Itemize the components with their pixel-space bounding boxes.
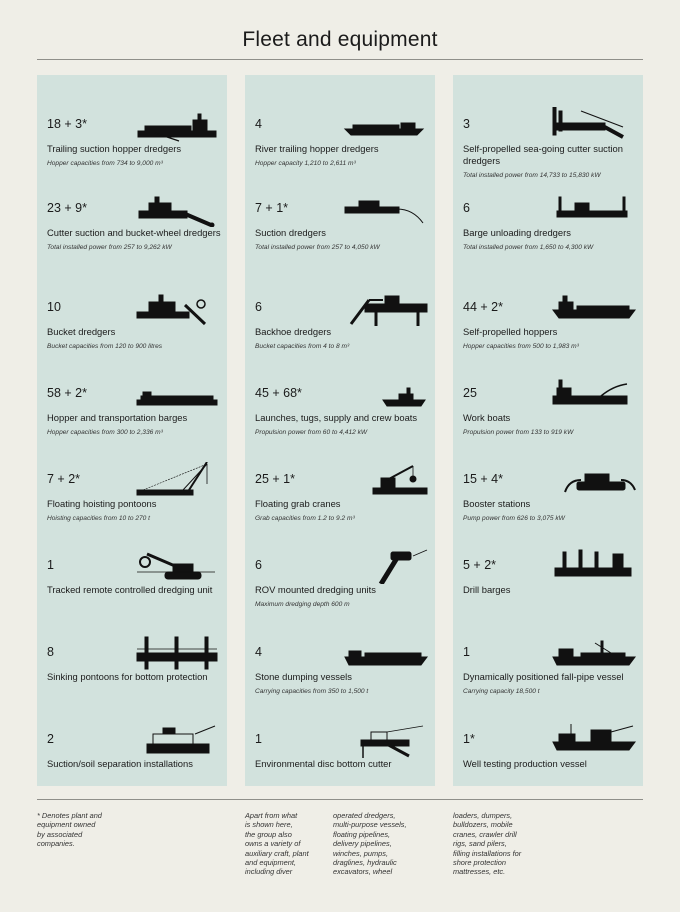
fleet-label: Self-propelled hoppers	[463, 326, 558, 337]
fleet-label: ROV mounted dredging units	[255, 584, 376, 595]
fleet-note: Hopper capacities from 500 to 1,983 m³	[463, 343, 579, 350]
fleet-item	[453, 462, 643, 550]
page-title: Fleet and equipment	[242, 28, 438, 51]
fleet-column-2	[245, 75, 435, 786]
drill-barge-icon	[551, 548, 637, 584]
fleet-item	[453, 635, 643, 723]
fleet-item	[37, 376, 227, 464]
fleet-note: Total installed power from 257 to 9,262 kW	[47, 244, 172, 251]
fleet-label: Booster stations	[463, 498, 531, 509]
fleet-note: Carrying capacities from 350 to 1,500 t	[255, 688, 369, 695]
backhoe-dredger-icon	[343, 290, 429, 326]
fleet-item	[453, 290, 643, 378]
hopper-barge-icon	[135, 376, 221, 412]
top-divider	[37, 59, 643, 60]
fleet-item	[245, 290, 435, 378]
footnote-text-2: operated dredgers, multi-purpose vessels, floating pipelines, delivery pipelines, winches, pumps, draglines, hydraulic excavators, wheel	[333, 811, 407, 877]
fleet-label: Hopper and transportation barges	[47, 412, 188, 423]
fleet-item	[245, 722, 435, 810]
fleet-count: 1	[463, 645, 470, 659]
fleet-label: Tracked remote controlled dredging unit	[47, 584, 213, 595]
fleet-count: 25	[463, 386, 477, 400]
fleet-item	[37, 548, 227, 636]
fleet-label: Floating hoisting pontoons	[47, 498, 157, 509]
fleet-note: Carrying capacity 18,500 t	[463, 688, 540, 695]
fleet-label: Suction/soil separation installations	[47, 758, 193, 769]
fleet-label: Work boats	[463, 412, 511, 423]
footnote-asterisk: * Denotes plant and equipment owned by associated companies.	[37, 811, 102, 849]
fleet-label: Environmental disc bottom cutter	[255, 758, 392, 769]
bottom-divider	[37, 799, 643, 800]
production-vessel-icon	[551, 722, 637, 758]
fleet-count: 5 + 2*	[463, 558, 497, 572]
fleet-count: 10	[47, 300, 61, 314]
fleet-note: Propulsion power from 60 to 4,412 kW	[255, 429, 368, 436]
fleet-label: Trailing suction hopper dredgers	[47, 143, 182, 154]
fleet-note: Total installed power from 14,733 to 15,830 kW	[463, 172, 601, 179]
fleet-count: 25 + 1*	[255, 472, 295, 486]
booster-station-icon	[551, 462, 637, 498]
fleet-note: Hopper capacities from 300 to 2,336 m³	[47, 429, 163, 436]
fleet-item	[245, 548, 435, 636]
fleet-label: Self-propelled sea-going cutter suction dredgers	[463, 143, 623, 166]
fleet-label: Barge unloading dredgers	[463, 227, 571, 238]
fleet-label: Cutter suction and bucket-wheel dredgers	[47, 227, 221, 238]
fleet-item	[453, 191, 643, 279]
fleet-label: Sinking pontoons for bottom protection	[47, 671, 208, 682]
fleet-item	[453, 548, 643, 636]
fleet-item	[453, 376, 643, 464]
fleet-count: 4	[255, 645, 262, 659]
fleet-count: 1*	[463, 732, 475, 746]
fleet-label: Launches, tugs, supply and crew boats	[255, 412, 418, 423]
fleet-label: Bucket dredgers	[47, 326, 116, 337]
fleet-count: 4	[255, 117, 262, 131]
barge-unloader-icon	[551, 191, 637, 227]
fleet-label: Suction dredgers	[255, 227, 326, 238]
disc-bottom-cutter-icon	[343, 722, 429, 758]
sea-going-cutter-icon	[551, 107, 637, 143]
fleet-label: Floating grab cranes	[255, 498, 341, 509]
footnote-text-1: Apart from what is shown here, the group also owns a variety of auxiliary craft, plant and equipment, including diver	[245, 811, 309, 877]
fleet-label: River trailing hopper dredgers	[255, 143, 379, 154]
fleet-note: Grab capacities from 1.2 to 9.2 m³	[255, 515, 355, 522]
fleet-item	[245, 635, 435, 723]
fleet-note: Propulsion power from 133 to 919 kW	[463, 429, 574, 436]
fleet-label: Well testing production vessel	[463, 758, 587, 769]
fleet-count: 6	[463, 201, 470, 215]
fleet-note: Bucket capacities from 4 to 8 m³	[255, 343, 350, 350]
fleet-note: Hopper capacity 1,210 to 2,611 m³	[255, 160, 356, 167]
self-propelled-hopper-icon	[551, 290, 637, 326]
work-boat-icon	[551, 376, 637, 412]
fleet-item	[37, 191, 227, 279]
trailing-hopper-dredger-icon	[135, 107, 221, 143]
fleet-label: Backhoe dredgers	[255, 326, 332, 337]
tug-boat-icon	[343, 376, 429, 412]
fleet-count: 45 + 68*	[255, 386, 302, 400]
footnote-text-3: loaders, dumpers, bulldozers, mobile cranes, crawler drill rigs, sand pilers, filling installations for shore protection mattresses, etc.	[453, 811, 522, 877]
fleet-count: 23 + 9*	[47, 201, 87, 215]
fleet-item	[453, 107, 643, 195]
fleet-count: 44 + 2*	[463, 300, 503, 314]
fleet-note: Total installed power from 257 to 4,050 kW	[255, 244, 380, 251]
fleet-count: 15 + 4*	[463, 472, 503, 486]
bucket-dredger-icon	[135, 290, 221, 326]
fleet-item	[37, 290, 227, 378]
fleet-note: Bucket capacities from 120 to 900 litres	[47, 343, 163, 350]
fleet-item	[37, 462, 227, 550]
fleet-note: Maximum dredging depth 600 m	[255, 601, 350, 608]
fleet-count: 7 + 2*	[47, 472, 81, 486]
river-hopper-dredger-icon	[343, 107, 429, 143]
fleet-count: 6	[255, 300, 262, 314]
stone-dumping-vessel-icon	[343, 635, 429, 671]
fleet-column-1	[37, 75, 227, 786]
fleet-item	[37, 635, 227, 723]
grab-crane-icon	[343, 462, 429, 498]
fleet-count: 3	[463, 117, 470, 131]
fleet-count: 1	[47, 558, 54, 572]
fleet-count: 8	[47, 645, 54, 659]
fleet-note: Hoisting capacities from 10 to 270 t	[47, 515, 150, 522]
fleet-item	[37, 722, 227, 810]
fleet-count: 58 + 2*	[47, 386, 87, 400]
fleet-count: 7 + 1*	[255, 201, 289, 215]
sinking-pontoon-icon	[135, 635, 221, 671]
fleet-label: Stone dumping vessels	[255, 671, 352, 682]
fleet-item	[245, 462, 435, 550]
hoisting-pontoon-icon	[135, 462, 221, 498]
separation-installation-icon	[135, 722, 221, 758]
fleet-label: Drill barges	[463, 584, 511, 595]
cutter-suction-dredger-icon	[135, 191, 221, 227]
fleet-item	[37, 107, 227, 195]
fleet-note: Pump power from 626 to 3,075 kW	[463, 515, 565, 522]
fleet-note: Hopper capacities from 734 to 9,000 m³	[47, 160, 163, 167]
fleet-note: Total installed power from 1,650 to 4,300 kW	[463, 244, 594, 251]
fleet-count: 18 + 3*	[47, 117, 87, 131]
fleet-count: 2	[47, 732, 54, 746]
fleet-column-3	[453, 75, 643, 786]
fleet-count: 1	[255, 732, 262, 746]
fleet-item	[453, 722, 643, 810]
fleet-item	[245, 376, 435, 464]
tracked-dredging-unit-icon	[135, 548, 221, 584]
fleet-count: 6	[255, 558, 262, 572]
fleet-item	[245, 107, 435, 195]
suction-dredger-icon	[343, 191, 429, 227]
fleet-label: Dynamically positioned fall-pipe vessel	[463, 671, 624, 682]
rov-unit-icon	[343, 548, 429, 584]
fleet-item	[245, 191, 435, 279]
fall-pipe-vessel-icon	[551, 635, 637, 671]
